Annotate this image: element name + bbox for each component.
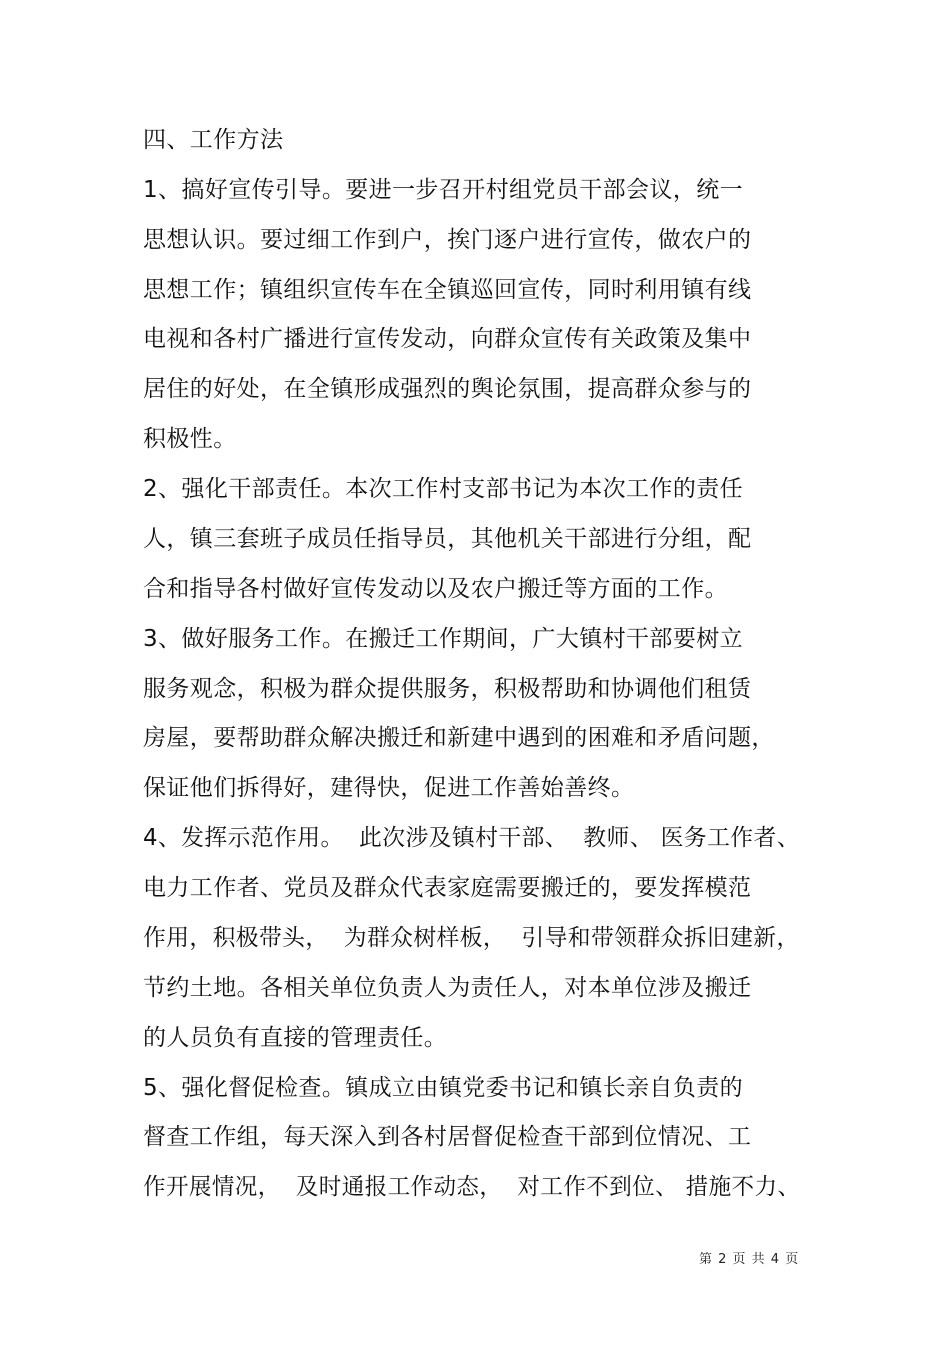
paragraph-line: 房屋，要帮助群众解决搬迁和新建中遇到的困难和矛盾问题， bbox=[143, 725, 775, 751]
paragraph-line: 4、发挥示范作用。 此次涉及镇村干部、 教师、 医务工作者、 bbox=[143, 825, 800, 851]
paragraph-line: 居住的好处，在全镇形成强烈的舆论氛围，提高群众参与的 bbox=[143, 376, 752, 402]
paragraph-line: 合和指导各村做好宣传发动以及农户搬迁等方面的工作。 bbox=[143, 576, 728, 602]
paragraph-line: 督查工作组，每天深入到各村居督促检查干部到位情况、工 bbox=[143, 1124, 752, 1150]
paragraph-line: 作开展情况， 及时通报工作动态， 对工作不到位、 措施不力、 bbox=[143, 1174, 801, 1200]
paragraph-line: 3、做好服务工作。在搬迁工作期间，广大镇村干部要树立 bbox=[143, 626, 744, 652]
paragraph-line: 节约土地。各相关单位负责人为责任人，对本单位涉及搬迁 bbox=[143, 975, 752, 1001]
paragraph-line: 思想工作；镇组织宣传车在全镇巡回宣传，同时利用镇有线 bbox=[143, 277, 752, 303]
paragraph-line: 5、强化督促检查。镇成立由镇党委书记和镇长亲自负责的 bbox=[143, 1075, 744, 1101]
paragraph-line: 作用，积极带头， 为群众树样板， 引导和带领群众拆旧建新， bbox=[143, 925, 800, 951]
paragraph-line: 积极性。 bbox=[143, 426, 237, 452]
paragraph-line: 电力工作者、党员及群众代表家庭需要搬迁的，要发挥模范 bbox=[143, 875, 752, 901]
section-heading: 四、工作方法 bbox=[143, 127, 284, 153]
paragraph-line: 1、搞好宣传引导。要进一步召开村组党员干部会议，统一 bbox=[143, 177, 744, 203]
paragraph-line: 的人员负有直接的管理责任。 bbox=[143, 1025, 448, 1051]
paragraph-line: 人，镇三套班子成员任指导员，其他机关干部进行分组，配 bbox=[143, 526, 752, 552]
page-number-footer: 第 2 页 共 4 页 bbox=[699, 1252, 800, 1267]
paragraph-line: 电视和各村广播进行宣传发动，向群众宣传有关政策及集中 bbox=[143, 326, 752, 352]
paragraph-line: 保证他们拆得好，建得快，促进工作善始善终。 bbox=[143, 775, 635, 801]
paragraph-line: 思想认识。要过细工作到户，挨门逐户进行宣传，做农户的 bbox=[143, 227, 752, 253]
paragraph-line: 2、强化干部责任。本次工作村支部书记为本次工作的责任 bbox=[143, 476, 744, 502]
paragraph-line: 服务观念，积极为群众提供服务，积极帮助和协调他们租赁 bbox=[143, 676, 752, 702]
